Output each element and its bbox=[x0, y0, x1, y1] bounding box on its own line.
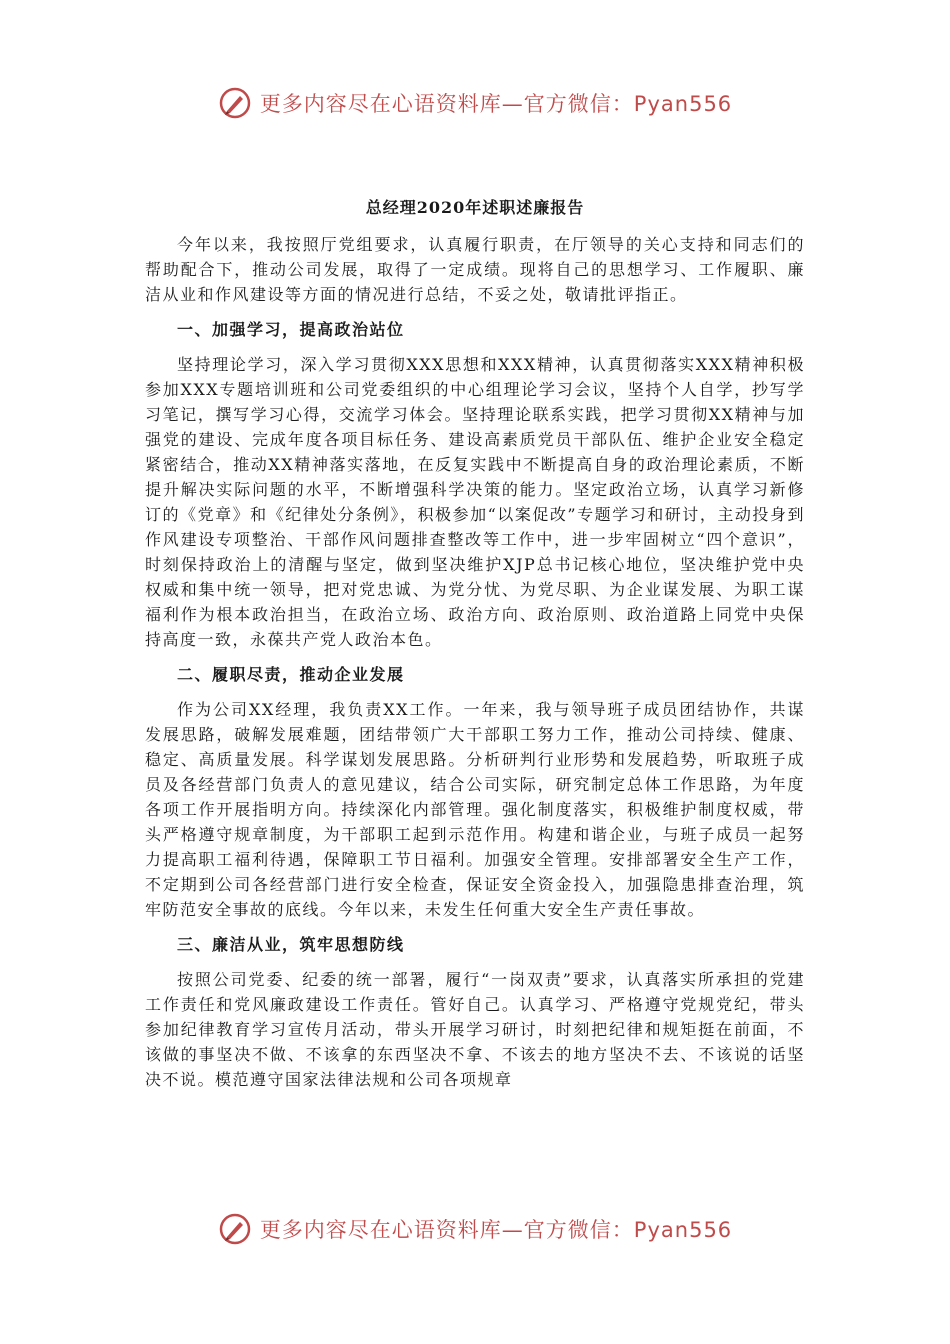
section-heading-3: 三、廉洁从业，筑牢思想防线 bbox=[177, 935, 405, 954]
pen-logo-icon bbox=[218, 1212, 252, 1246]
section-body-3: 按照公司党委、纪委的统一部署，履行“一岗双责”要求，认真落实所承担的党建工作责任和党风廉政建设工作责任。管好自己。认真学习、严格遵守党规党纪，带头参加纪律教育学习宣传月活动，带头开展学习研讨，时刻把纪律和规矩挺在前面，不该做的事坚决不做、不该拿的东西坚决不拿、不该去的地方坚决不去、不该说的话坚决不说。模范遵守国家法律法规和公司各项规章 bbox=[145, 970, 805, 1089]
watermark-text: 更多内容尽在心语资料库—官方微信：Pyan556 bbox=[259, 92, 733, 116]
watermark-footer bbox=[0, 1212, 950, 1246]
document-body bbox=[145, 195, 805, 1092]
watermark-text: 更多内容尽在心语资料库—官方微信：Pyan556 bbox=[259, 1218, 733, 1242]
pen-logo-icon bbox=[218, 86, 252, 120]
watermark-header bbox=[0, 86, 950, 120]
document-title: 总经理2020年述职述廉报告 bbox=[365, 198, 585, 217]
section-body-2: 作为公司XX经理，我负责XX工作。一年来，我与领导班子成员团结协作，共谋发展思路，破解发展难题，团结带领广大干部职工努力工作，推动公司持续、健康、稳定、高质量发展。科学谋划发展思路。分析研判行业形势和发展趋势，听取班子成员及各经营部门负责人的意见建议，结合公司实际，研究制定总体工作思路，为年度各项工作开展指明方向。持续深化内部管理。强化制度落实，积极维护制度权威，带头严格遵守规章制度，为干部职工起到示范作用。构建和谐企业，与班子成员一起努力提高职工福利待遇，保障职工节日福利。加强安全管理。安排部署安全生产工作，不定期到公司各经营部门进行安全检查，保证安全资金投入，加强隐患排查治理，筑牢防范安全事故的底线。今年以来，未发生任何重大安全生产责任事故。 bbox=[145, 700, 805, 919]
section-heading-2: 二、履职尽责，推动企业发展 bbox=[177, 665, 405, 684]
intro-paragraph: 今年以来，我按照厅党组要求，认真履行职责，在厅领导的关心支持和同志们的帮助配合下，推动公司发展，取得了一定成绩。现将自己的思想学习、工作履职、廉洁从业和作风建设等方面的情况进行总结，不妥之处，敬请批评指正。 bbox=[145, 235, 805, 304]
section-body-1: 坚持理论学习，深入学习贯彻XXX思想和XXX精神，认真贯彻落实XXX精神积极参加XXX专题培训班和公司党委组织的中心组理论学习会议，坚持个人自学，抄写学习笔记，撰写学习心得，交流学习体会。坚持理论联系实践，把学习贯彻XX精神与加强党的建设、完成年度各项目标任务、建设高素质党员干部队伍、维护企业安全稳定紧密结合，推动XX精神落实落地，在反复实践中不断提高自身的政治理论素质，不断提升解决实际问题的水平，不断增强科学决策的能力。坚定政治立场，认真学习新修订的《党章》和《纪律处分条例》，积极参加“以案促改”专题学习和研讨，主动投身到作风建设专项整治、干部作风问题排查整改等工作中，进一步牢固树立“四个意识”，时刻保持政治上的清醒与坚定，做到坚决维护XJP总书记核心地位，坚决维护党中央权威和集中统一领导，把对党忠诚、为党分忧、为党尽职、为企业谋发展、为职工谋福利作为根本政治担当，在政治立场、政治方向、政治原则、政治道路上同党中央保持高度一致，永葆共产党人政治本色。 bbox=[145, 355, 805, 649]
section-heading-1: 一、加强学习，提高政治站位 bbox=[177, 320, 405, 339]
